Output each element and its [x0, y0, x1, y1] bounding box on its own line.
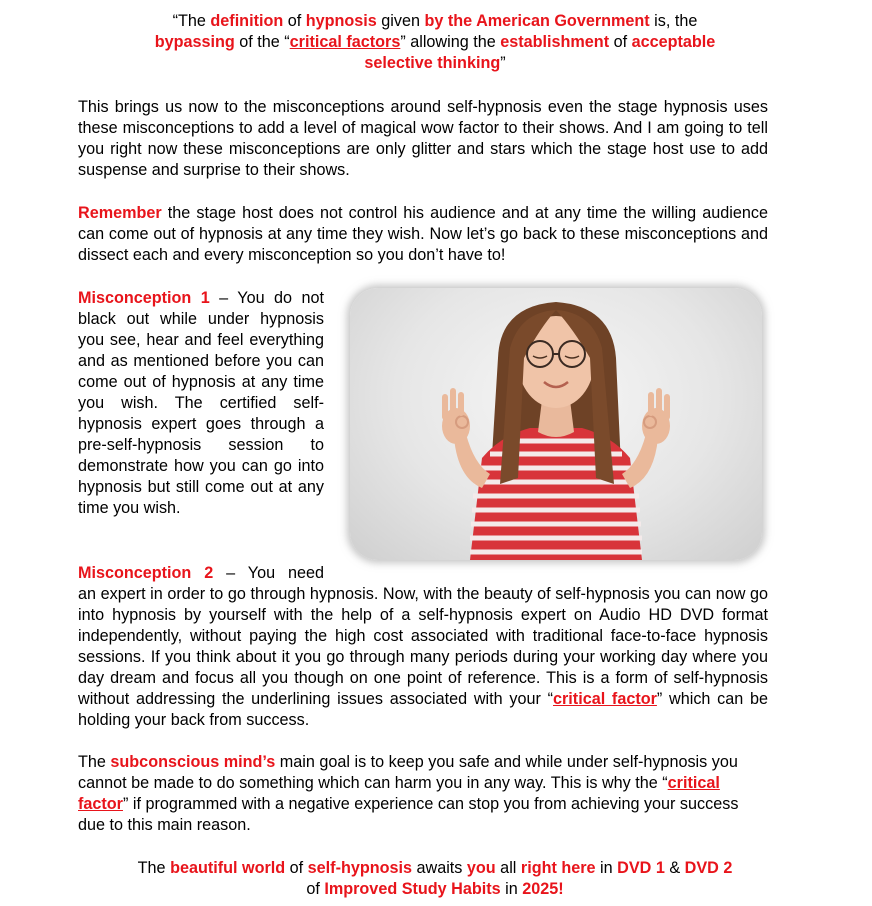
subconscious-mind-paragraph: The subconscious mind’s main goal is to keep you safe and while under self-hypnosis you cannot be made to do something which can harm you in any way. This is why the “critical factor” if programmed with a negative experience can stop you from achieving your success due to this main reason. [78, 753, 739, 834]
closing-call-to-action: The beautiful world of self-hypnosis awaits you all right here in DVD 1 & DVD 2 of Improved Study Habits in 2025! [137, 859, 733, 898]
misconceptions-intro-paragraph: This brings us now to the misconceptions around self-hypnosis even the stage hypnosis uses these misconceptions to add a level of magical wow factor to their shows. And I am going to tell you right now these misconceptions are only glitter and stars which the stage host use to add suspense and surprise to their shows. [78, 98, 768, 179]
remember-paragraph: Remember the stage host does not control his audience and at any time the willing audience can come out of hypnosis at any time they wish. Now let’s go back to these misconceptions and dissect each and every misconception so you don’t have to! [78, 204, 768, 264]
misconception-1-paragraph: Misconception 1 – You do not black out while under hypnosis you see, hear and feel everything and as mentioned before you can come out of hypnosis at any time you wish. The certified self-hypnosis expert goes through a pre-self-hypnosis session to demonstrate how you can go into hypnosis but still come out at any time you wish. [78, 289, 324, 517]
woman-meditating-illustration [350, 288, 762, 560]
misconception-2-first-line: Misconception 2 – You need [78, 564, 324, 582]
misconception-2-paragraph: Misconception 2 – You need an expert in order to go through hypnosis. Now, with the beauty of self-hypnosis you can now go into hypnosis by yourself with the help of a self-hypnosis expert on Audio HD DVD format independently, without paying the high cost associated with traditional face-to-face hypnosis sessions. If you think about it you go through many periods during your working day where you day dream and focus all you though on one point of reference. This is a form of self-hypnosis without addressing the underlining issues associated with your “critical factor” which can be holding your back from success. [78, 564, 768, 729]
woman-meditating-image [350, 288, 762, 560]
government-quote: “The definition of hypnosis given by the American Government is, the bypassing of the “critical factors” allowing the establishment of acceptable selective thinking” [154, 12, 716, 72]
